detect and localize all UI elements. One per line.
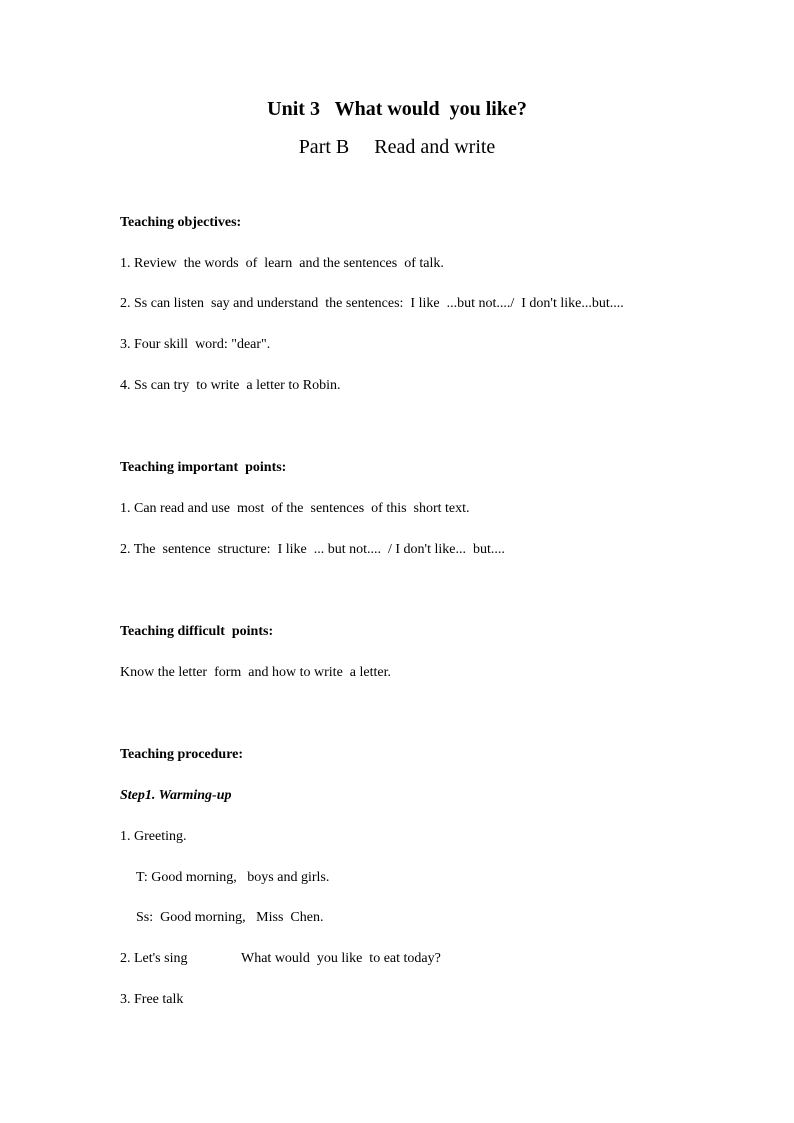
objective-item: 3. Four skill word: "dear". (120, 337, 271, 352)
teacher-line: T: Good morning, boys and girls. (136, 870, 330, 885)
objective-item: 1. Review the words of learn and the sentences of talk. (120, 256, 444, 271)
song-title: What would you like to eat today? (241, 951, 441, 966)
important-point-item: 2. The sentence structure: I like ... but not.... / I don't like... but.... (120, 542, 505, 557)
difficult-points-text: Know the letter form and how to write a letter. (120, 665, 391, 680)
song-label: 2. Let's sing (120, 951, 188, 966)
document-subtitle: Part B Read and write (298, 136, 496, 158)
difficult-points-heading: Teaching difficult points: (120, 624, 274, 639)
students-line: Ss: Good morning, Miss Chen. (136, 910, 324, 925)
free-talk-item: 3. Free talk (120, 992, 184, 1007)
document-title: Unit 3 What would you like? (267, 98, 527, 120)
objectives-heading: Teaching objectives: (120, 215, 242, 230)
objective-item: 4. Ss can try to write a letter to Robin. (120, 378, 341, 393)
greeting-item: 1. Greeting. (120, 829, 187, 844)
important-point-item: 1. Can read and use most of the sentences of this short text. (120, 501, 470, 516)
step1-heading: Step1. Warming-up (120, 788, 232, 803)
procedure-heading: Teaching procedure: (120, 747, 244, 762)
objective-item: 2. Ss can listen say and understand the sentences: I like ...but not..../ I don't like...but.... (120, 296, 624, 311)
important-points-heading: Teaching important points: (120, 460, 287, 475)
